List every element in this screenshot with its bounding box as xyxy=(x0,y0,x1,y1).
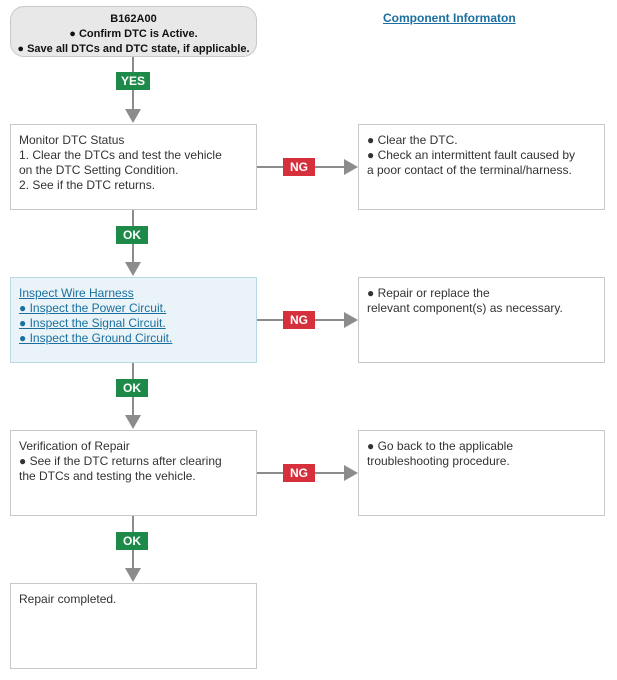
step-repair-completed xyxy=(10,583,257,669)
ng-badge: NG xyxy=(283,158,315,176)
outcome-clear-dtc xyxy=(358,124,605,210)
step-title: Verification of Repair xyxy=(19,439,130,453)
inspect-power-circuit-link[interactable]: ● Inspect the Power Circuit. xyxy=(19,301,167,315)
dtc-code: B162A00 xyxy=(110,13,157,25)
outcome-text: ● Go back to the applicable xyxy=(367,439,514,453)
step-text: the DTCs and testing the vehicle. xyxy=(19,469,196,483)
inspect-ground-circuit-link[interactable]: ● Inspect the Ground Circuit. xyxy=(19,331,173,345)
outcome-text: troubleshooting procedure. xyxy=(367,454,510,468)
start-line-1: ● Confirm DTC is Active. xyxy=(69,28,198,40)
outcome-text: ● Repair or replace the xyxy=(367,286,490,300)
component-information-link[interactable]: Component Informaton xyxy=(383,11,516,25)
arrow-down-icon xyxy=(125,415,141,429)
inspect-signal-circuit-link[interactable]: ● Inspect the Signal Circuit. xyxy=(19,316,166,330)
outcome-text: ● Clear the DTC. xyxy=(367,133,458,147)
step-inspect-wire-harness xyxy=(10,277,257,363)
arrow-right-icon xyxy=(344,312,358,328)
yes-badge: YES xyxy=(116,72,150,90)
step-verification-of-repair xyxy=(10,430,257,516)
arrow-down-icon xyxy=(125,109,141,123)
outcome-repair-replace xyxy=(358,277,605,363)
outcome-text: ● Check an intermittent fault caused by xyxy=(367,148,576,162)
step-text: on the DTC Setting Condition. xyxy=(19,163,179,177)
ok-badge: OK xyxy=(116,226,148,244)
outcome-go-back xyxy=(358,430,605,516)
arrow-down-icon xyxy=(125,262,141,276)
ok-badge: OK xyxy=(116,379,148,397)
outcome-text: a poor contact of the terminal/harness. xyxy=(367,163,572,177)
arrow-right-icon xyxy=(344,159,358,175)
arrow-down-icon xyxy=(125,568,141,582)
start-node xyxy=(10,6,257,57)
ng-badge: NG xyxy=(283,464,315,482)
step-monitor-dtc-status xyxy=(10,124,257,210)
arrow-right-icon xyxy=(344,465,358,481)
inspect-wire-harness-link[interactable]: Inspect Wire Harness xyxy=(19,286,134,300)
ok-badge: OK xyxy=(116,532,148,550)
step-text: 2. See if the DTC returns. xyxy=(19,178,156,192)
step-text: ● See if the DTC returns after clearing xyxy=(19,454,222,468)
outcome-text: relevant component(s) as necessary. xyxy=(367,301,563,315)
ng-badge: NG xyxy=(283,311,315,329)
step-text: Repair completed. xyxy=(19,592,117,606)
step-text: 1. Clear the DTCs and test the vehicle xyxy=(19,148,222,162)
start-line-2: ● Save all DTCs and DTC state, if applicable. xyxy=(17,43,250,55)
step-title: Monitor DTC Status xyxy=(19,133,125,147)
